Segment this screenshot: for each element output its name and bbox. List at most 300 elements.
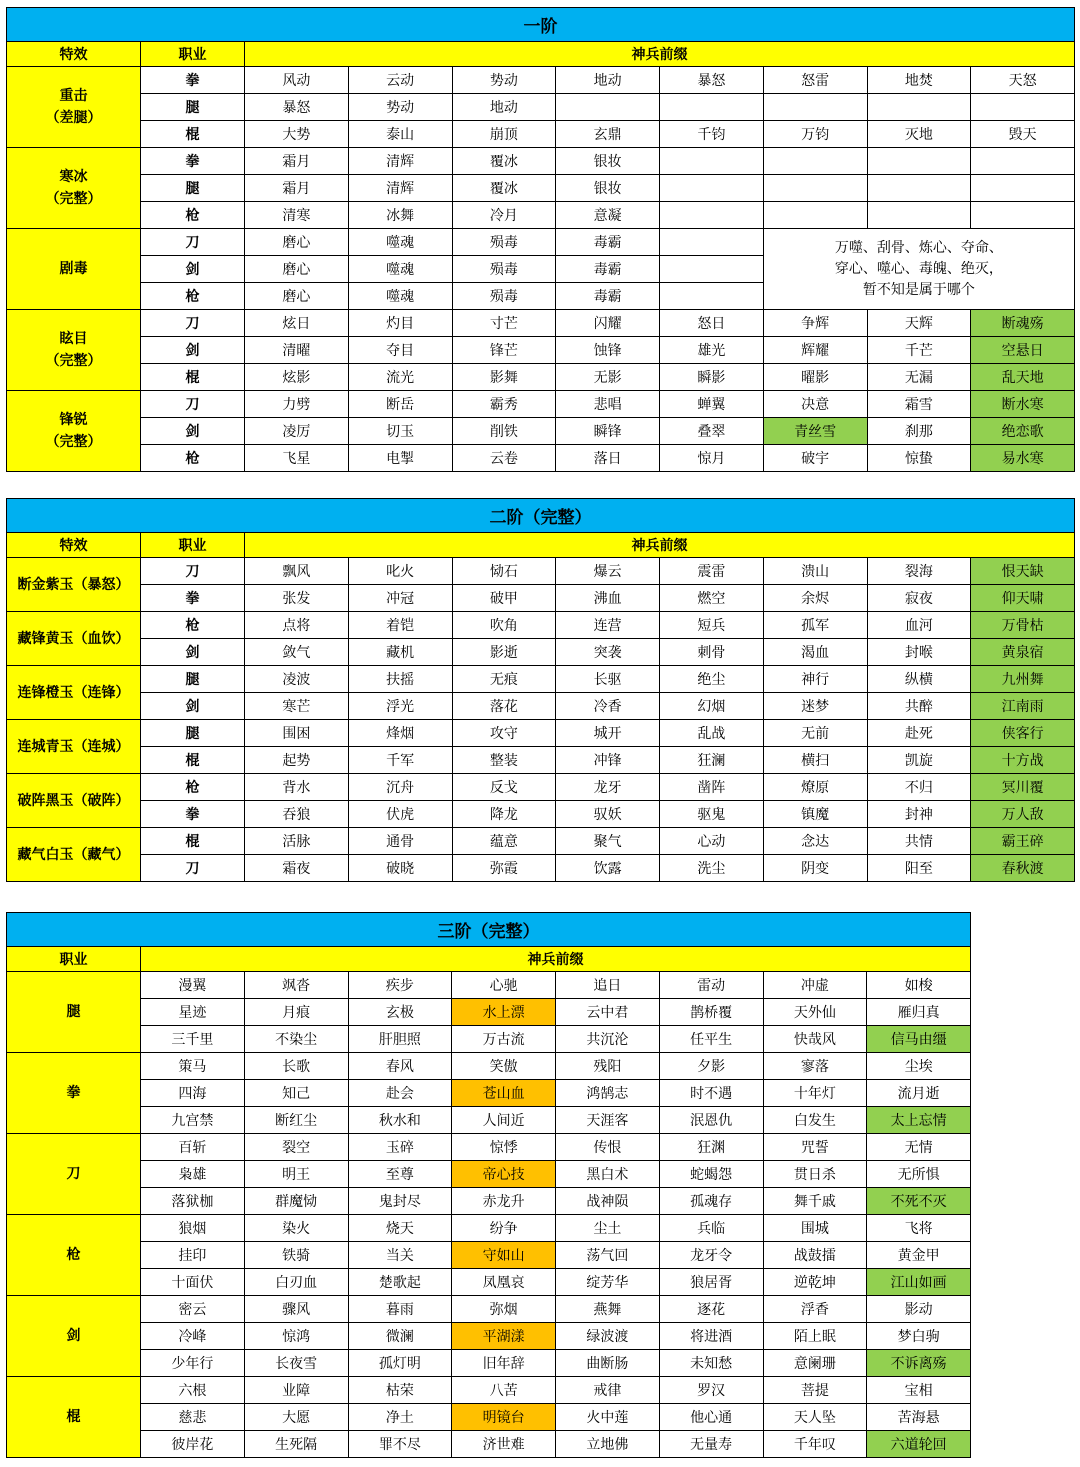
prefix-cell: 策马 [141,1053,245,1080]
prefix-cell: 万人敌 [971,801,1075,828]
table-row [7,1161,971,1188]
table-row [7,391,1075,418]
job-cell: 剑 [7,1296,141,1377]
prefix-cell: 沸血 [556,585,660,612]
prefix-cell: 鸿鹄志 [556,1080,660,1107]
prefix-cell: 泰山 [348,121,452,148]
prefix-cell: 十方战 [971,747,1075,774]
job-cell: 枪 [141,283,245,310]
prefix-cell [660,202,764,229]
effect-cell: 连城青玉（连城） [7,720,141,774]
prefix-cell: 爆云 [556,558,660,585]
header-effect: 特效 [7,42,141,67]
prefix-cell: 断红尘 [244,1107,348,1134]
prefix-cell: 扶摇 [348,666,452,693]
prefix-cell: 通骨 [348,828,452,855]
prefix-cell: 罗汉 [659,1377,763,1404]
effect-cell: 藏锋黄玉（血饮） [7,612,141,666]
prefix-cell: 烽烟 [348,720,452,747]
table-row [7,1350,971,1377]
prefix-cell: 江山如画 [867,1269,971,1296]
prefix-cell: 春风 [348,1053,452,1080]
prefix-cell: 寒芒 [245,693,349,720]
effect-cell: 破阵黑玉（破阵） [7,774,141,828]
table-row [7,67,1075,94]
prefix-cell: 电掣 [348,445,452,472]
job-cell: 腿 [141,94,245,121]
prefix-cell: 惊鸿 [244,1323,348,1350]
table-row [7,774,1075,801]
prefix-cell: 心驰 [452,972,556,999]
prefix-cell: 势动 [452,67,556,94]
prefix-cell: 惊悸 [452,1134,556,1161]
prefix-cell: 裂海 [867,558,971,585]
prefix-cell: 暴怒 [245,94,349,121]
effect-cell: 藏气白玉（藏气） [7,828,141,882]
job-cell: 拳 [141,801,245,828]
prefix-cell: 饮露 [556,855,660,882]
prefix-cell: 知己 [244,1080,348,1107]
table-row [7,337,1075,364]
prefix-cell: 夺目 [348,337,452,364]
header-prefix: 神兵前缀 [141,947,971,972]
job-cell: 棍 [141,121,245,148]
prefix-cell: 罪不尽 [348,1431,452,1458]
prefix-cell: 千芒 [867,337,971,364]
header-job: 职业 [141,533,245,558]
table-row [7,1296,971,1323]
prefix-cell: 孤军 [763,612,867,639]
prefix-cell: 银妆 [556,148,660,175]
prefix-cell: 吞狼 [245,801,349,828]
prefix-cell: 藏机 [348,639,452,666]
prefix-cell: 泯恩仇 [659,1107,763,1134]
job-cell: 剑 [141,418,245,445]
prefix-cell: 云中君 [556,999,660,1026]
prefix-cell: 冲虚 [763,972,867,999]
prefix-cell [867,94,971,121]
prefix-cell: 渴血 [763,639,867,666]
prefix-cell: 震雷 [660,558,764,585]
prefix-cell: 长歌 [244,1053,348,1080]
prefix-cell: 霜月 [245,175,349,202]
prefix-cell: 瞬锋 [556,418,660,445]
prefix-cell: 殒毒 [452,256,556,283]
prefix-cell: 长夜雪 [244,1350,348,1377]
prefix-cell: 敛气 [245,639,349,666]
prefix-cell: 镇魔 [763,801,867,828]
prefix-cell: 毒霸 [556,229,660,256]
prefix-cell: 共沉沦 [556,1026,660,1053]
prefix-cell: 意凝 [556,202,660,229]
prefix-cell: 梦白驹 [867,1323,971,1350]
prefix-cell: 蛇蝎怨 [659,1161,763,1188]
job-cell: 棍 [7,1377,141,1458]
prefix-cell: 无前 [763,720,867,747]
effect-cell: 寒冰 （完整） [7,148,141,229]
prefix-cell: 血河 [867,612,971,639]
prefix-cell: 聚气 [556,828,660,855]
prefix-cell: 点将 [245,612,349,639]
prefix-cell: 断岳 [348,391,452,418]
prefix-cell: 夕影 [659,1053,763,1080]
prefix-cell: 决意 [763,391,867,418]
prefix-cell: 弥烟 [452,1296,556,1323]
job-cell: 枪 [7,1215,141,1296]
prefix-cell: 当关 [348,1242,452,1269]
prefix-cell: 伏虎 [348,801,452,828]
table-row [7,693,1075,720]
tier2-table [6,498,1075,882]
prefix-cell: 冷月 [452,202,556,229]
prefix-cell: 崩顶 [452,121,556,148]
table-row [7,612,1075,639]
prefix-cell: 绿波渡 [556,1323,660,1350]
job-cell: 棍 [141,828,245,855]
job-cell: 腿 [141,720,245,747]
prefix-cell: 驱鬼 [660,801,764,828]
table-row [7,94,1075,121]
prefix-cell: 明王 [244,1161,348,1188]
prefix-cell: 连营 [556,612,660,639]
prefix-cell [660,256,764,283]
prefix-cell: 不归 [867,774,971,801]
prefix-cell: 千军 [348,747,452,774]
prefix-cell: 影动 [867,1296,971,1323]
prefix-cell: 咒誓 [763,1134,867,1161]
prefix-cell [971,148,1075,175]
prefix-cell: 霜月 [245,148,349,175]
prefix-cell: 青丝雪 [763,418,867,445]
prefix-cell: 肝胆照 [348,1026,452,1053]
prefix-cell: 飞将 [867,1215,971,1242]
table-title: 一阶 [7,8,1075,42]
job-cell: 腿 [141,175,245,202]
tier3-table [6,912,971,1458]
job-cell: 剑 [141,337,245,364]
prefix-cell: 玄鼎 [556,121,660,148]
prefix-cell: 毒霸 [556,283,660,310]
prefix-cell: 磨心 [245,229,349,256]
prefix-cell: 云卷 [452,445,556,472]
prefix-cell: 疾步 [348,972,452,999]
prefix-cell: 起势 [245,747,349,774]
header-effect: 特效 [7,533,141,558]
prefix-cell: 横扫 [763,747,867,774]
job-cell: 枪 [141,445,245,472]
prefix-cell: 覆冰 [452,148,556,175]
prefix-cell: 狼烟 [141,1215,245,1242]
prefix-cell: 噬魂 [348,229,452,256]
job-cell: 拳 [141,148,245,175]
prefix-cell: 封神 [867,801,971,828]
prefix-cell: 九州舞 [971,666,1075,693]
prefix-cell: 围城 [763,1215,867,1242]
prefix-cell: 飒沓 [244,972,348,999]
table-row [7,972,971,999]
effect-cell: 剧毒 [7,229,141,310]
prefix-cell: 凌厉 [245,418,349,445]
prefix-cell: 清寒 [245,202,349,229]
prefix-cell: 鹊桥覆 [659,999,763,1026]
prefix-cell: 怒雷 [763,67,867,94]
prefix-cell: 灭地 [867,121,971,148]
prefix-cell: 封喉 [867,639,971,666]
prefix-cell: 迷梦 [763,693,867,720]
prefix-cell: 雁归真 [867,999,971,1026]
prefix-cell: 惊蛰 [867,445,971,472]
prefix-cell: 神行 [763,666,867,693]
prefix-cell: 不染尘 [244,1026,348,1053]
prefix-cell: 苍山血 [452,1080,556,1107]
job-cell: 刀 [7,1134,141,1215]
job-cell: 拳 [141,585,245,612]
prefix-cell: 寂夜 [867,585,971,612]
prefix-cell: 九宫禁 [141,1107,245,1134]
prefix-cell: 裂空 [244,1134,348,1161]
table-row [7,558,1075,585]
prefix-cell: 余烬 [763,585,867,612]
prefix-cell: 破宇 [763,445,867,472]
prefix-cell: 秋水和 [348,1107,452,1134]
prefix-cell: 影舞 [452,364,556,391]
prefix-cell: 大势 [245,121,349,148]
prefix-cell: 流月逝 [867,1080,971,1107]
table-row [7,175,1075,202]
table-title: 三阶（完整） [7,913,971,947]
job-cell: 枪 [141,612,245,639]
table-row [7,828,1075,855]
prefix-cell: 霸秀 [452,391,556,418]
prefix-cell: 将进酒 [659,1323,763,1350]
prefix-cell: 磨心 [245,256,349,283]
prefix-cell: 雄光 [660,337,764,364]
prefix-cell: 三千里 [141,1026,245,1053]
prefix-cell: 辉耀 [763,337,867,364]
prefix-cell: 玉碎 [348,1134,452,1161]
prefix-cell [660,175,764,202]
prefix-cell: 十面伏 [141,1269,245,1296]
prefix-cell [763,148,867,175]
table-row [7,1080,971,1107]
table-row [7,585,1075,612]
effect-cell: 连锋橙玉（连锋） [7,666,141,720]
prefix-cell [660,148,764,175]
prefix-cell: 战神陨 [556,1188,660,1215]
prefix-cell: 绽芳华 [556,1269,660,1296]
prefix-cell: 百斩 [141,1134,245,1161]
effect-cell: 锋锐 （完整） [7,391,141,472]
prefix-cell: 玄极 [348,999,452,1026]
job-cell: 拳 [7,1053,141,1134]
job-cell: 剑 [141,639,245,666]
prefix-cell: 毁天 [971,121,1075,148]
prefix-cell: 霜雪 [867,391,971,418]
prefix-cell: 天外仙 [763,999,867,1026]
table-row [7,1242,971,1269]
job-cell: 腿 [141,666,245,693]
table-row [7,999,971,1026]
prefix-cell: 影逝 [452,639,556,666]
prefix-cell: 不死不灭 [867,1188,971,1215]
prefix-cell: 尘土 [556,1215,660,1242]
prefix-cell: 笑傲 [452,1053,556,1080]
prefix-cell: 降龙 [452,801,556,828]
prefix-cell [867,175,971,202]
prefix-cell: 怒日 [660,310,764,337]
prefix-cell: 阳至 [867,855,971,882]
prefix-cell: 残阳 [556,1053,660,1080]
prefix-cell: 天怒 [971,67,1075,94]
table-row [7,1107,971,1134]
prefix-cell: 月痕 [244,999,348,1026]
prefix-cell [556,94,660,121]
prefix-cell: 断魂殇 [971,310,1075,337]
prefix-cell [763,202,867,229]
prefix-cell: 共醉 [867,693,971,720]
prefix-cell: 济世难 [452,1431,556,1458]
prefix-cell: 立地佛 [556,1431,660,1458]
table-row [7,666,1075,693]
prefix-cell: 覆冰 [452,175,556,202]
prefix-cell: 千年叹 [763,1431,867,1458]
job-cell: 枪 [141,202,245,229]
prefix-cell [867,148,971,175]
header-prefix: 神兵前缀 [245,42,1075,67]
prefix-cell: 幻烟 [660,693,764,720]
note-cell: 万噬、刮骨、炼心、夺命、 穿心、噬心、毒魄、绝灭， 暂不知是属于哪个 [763,229,1074,310]
prefix-cell: 旧年辞 [452,1350,556,1377]
table-row [7,1053,971,1080]
prefix-cell: 菩提 [763,1377,867,1404]
prefix-cell: 枭雄 [141,1161,245,1188]
table-row [7,229,1075,256]
effect-cell: 重击 （差腿） [7,67,141,148]
job-cell: 拳 [141,67,245,94]
prefix-cell: 落花 [452,693,556,720]
prefix-cell: 狂渊 [659,1134,763,1161]
prefix-cell: 逆乾坤 [763,1269,867,1296]
prefix-cell: 冷峰 [141,1323,245,1350]
prefix-cell: 悲唱 [556,391,660,418]
prefix-cell: 势动 [348,94,452,121]
prefix-cell: 仰天啸 [971,585,1075,612]
prefix-cell: 凌波 [245,666,349,693]
table-row [7,1404,971,1431]
prefix-cell: 信马由缰 [867,1026,971,1053]
prefix-cell: 赴会 [348,1080,452,1107]
prefix-cell: 兵临 [659,1215,763,1242]
prefix-cell: 铁骑 [244,1242,348,1269]
table-row [7,1269,971,1296]
prefix-cell: 飘风 [245,558,349,585]
prefix-cell: 恨天缺 [971,558,1075,585]
prefix-cell: 水上漂 [452,999,556,1026]
prefix-cell: 意阑珊 [763,1350,867,1377]
prefix-cell: 枯荣 [348,1377,452,1404]
prefix-cell: 磨心 [245,283,349,310]
prefix-cell: 贯日杀 [763,1161,867,1188]
prefix-cell: 燎原 [763,774,867,801]
prefix-cell: 未知愁 [659,1350,763,1377]
prefix-cell: 时不遇 [659,1080,763,1107]
prefix-cell: 力劈 [245,391,349,418]
prefix-cell: 争辉 [763,310,867,337]
prefix-cell: 不诉离殇 [867,1350,971,1377]
table-row [7,801,1075,828]
prefix-cell: 生死隔 [244,1431,348,1458]
prefix-cell: 寸芒 [452,310,556,337]
prefix-cell: 蚀锋 [556,337,660,364]
prefix-cell [660,94,764,121]
prefix-cell: 蕴意 [452,828,556,855]
prefix-cell: 无漏 [867,364,971,391]
prefix-cell: 逐花 [659,1296,763,1323]
prefix-cell: 霸王碎 [971,828,1075,855]
job-cell: 刀 [141,310,245,337]
job-cell: 刀 [141,229,245,256]
prefix-cell: 蝉翼 [660,391,764,418]
prefix-cell: 冷香 [556,693,660,720]
table-row [7,855,1075,882]
prefix-cell: 冥川覆 [971,774,1075,801]
prefix-cell: 曲断肠 [556,1350,660,1377]
prefix-cell: 暴怒 [660,67,764,94]
prefix-cell: 沉舟 [348,774,452,801]
prefix-cell: 城开 [556,720,660,747]
prefix-cell: 楚歌起 [348,1269,452,1296]
prefix-cell: 念达 [763,828,867,855]
prefix-cell: 风动 [245,67,349,94]
prefix-cell: 狼居胥 [659,1269,763,1296]
prefix-cell [971,94,1075,121]
effect-cell: 眩目 （完整） [7,310,141,391]
prefix-cell: 狂澜 [660,747,764,774]
table-row [7,1323,971,1350]
prefix-cell: 他心通 [659,1404,763,1431]
prefix-cell: 孤魂存 [659,1188,763,1215]
prefix-cell: 龙牙 [556,774,660,801]
prefix-cell: 舞千戚 [763,1188,867,1215]
prefix-cell: 破甲 [452,585,556,612]
prefix-cell: 暮雨 [348,1296,452,1323]
prefix-cell: 慈悲 [141,1404,245,1431]
prefix-cell: 绝恋歌 [971,418,1075,445]
prefix-cell: 短兵 [660,612,764,639]
prefix-cell: 削铁 [452,418,556,445]
prefix-cell: 瞬影 [660,364,764,391]
prefix-cell: 共情 [867,828,971,855]
prefix-cell: 殒毒 [452,229,556,256]
prefix-cell: 黄泉宿 [971,639,1075,666]
table-row [7,310,1075,337]
prefix-cell: 溃山 [763,558,867,585]
prefix-cell: 炫日 [245,310,349,337]
prefix-cell: 驭妖 [556,801,660,828]
prefix-cell: 尘埃 [867,1053,971,1080]
prefix-cell: 赴死 [867,720,971,747]
title-row [7,913,971,947]
prefix-cell: 破晓 [348,855,452,882]
prefix-cell: 骤风 [244,1296,348,1323]
prefix-cell: 张发 [245,585,349,612]
prefix-cell: 无痕 [452,666,556,693]
prefix-cell: 千钧 [660,121,764,148]
prefix-cell: 烧天 [348,1215,452,1242]
prefix-cell: 浮光 [348,693,452,720]
prefix-cell: 浮香 [763,1296,867,1323]
prefix-cell: 业障 [244,1377,348,1404]
